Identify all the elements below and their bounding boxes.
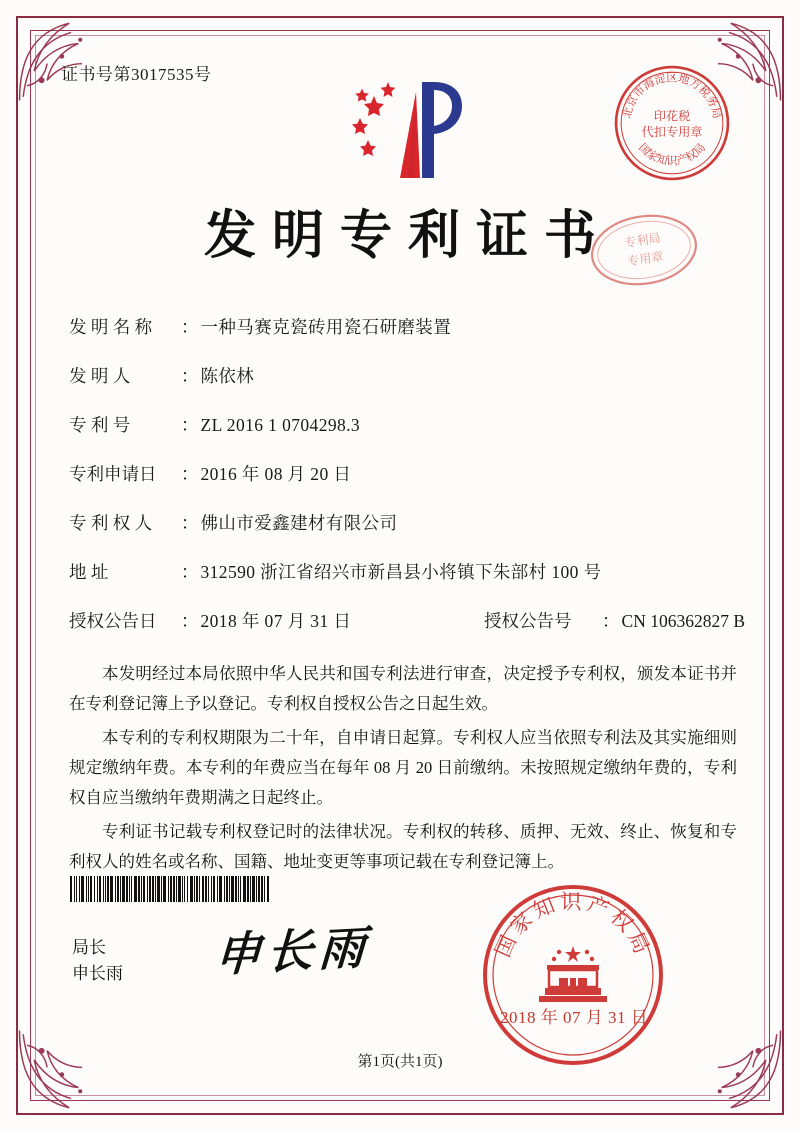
- field-row-inventor: [69, 363, 745, 388]
- field-value-grant-date: 2018 年 07 月 31 日: [200, 611, 352, 631]
- field-label-inventor: 发 明 人: [69, 366, 131, 386]
- field-colon: ：: [181, 366, 199, 386]
- field-colon: ：: [181, 317, 199, 337]
- corner-ornament-bottom-left: [14, 1025, 106, 1117]
- svg-text:印花税: 印花税: [653, 108, 691, 123]
- page-footer: 第1页(共1页): [357, 1054, 443, 1070]
- svg-text:专利局: 专利局: [623, 230, 662, 251]
- field-colon: ：: [602, 611, 620, 631]
- field-row-grant-announcement: [69, 608, 745, 633]
- field-value-patent-number: ZL 2016 1 0704298.3: [200, 415, 361, 435]
- field-row-address: [69, 559, 745, 584]
- svg-text:国家知识产权局: 国家知识产权局: [635, 140, 709, 168]
- field-row-invention-name: [69, 314, 745, 339]
- field-value-invention-name: 一种马赛克瓷砖用瓷石研磨装置: [200, 317, 452, 337]
- legal-paragraphs: [55, 659, 745, 877]
- seal-issue-date: 2018 年 07 月 31 日: [500, 1008, 649, 1027]
- certificate-content: [55, 60, 745, 881]
- field-label-patentee: 专 利 权 人: [69, 513, 153, 533]
- field-colon: ：: [181, 562, 199, 582]
- field-row-patentee: [69, 510, 745, 535]
- certificate-number: 证书号第3017535号: [61, 65, 212, 84]
- field-value-patentee: 佛山市爱鑫建材有限公司: [200, 513, 398, 533]
- svg-text:代扣专用章: 代扣专用章: [641, 125, 703, 140]
- field-row-application-date: [69, 461, 745, 486]
- signature-block: [72, 935, 123, 987]
- paragraph-3: 专利证书记载专利权登记时的法律状况。专利权的转移、质押、无效、终止、恢复和专利权人的姓名或名称、国籍、地址变更等事项记载在专利登记簿上。: [69, 822, 737, 871]
- field-label-address: 地 址: [69, 562, 109, 582]
- svg-text:北京市海淀区地方税务局: 北京市海淀区地方税务局: [620, 71, 724, 120]
- field-value-inventor: 陈依林: [200, 366, 255, 386]
- field-label-invention-name: 发 明 名 称: [69, 317, 153, 337]
- handwritten-signature: 申长雨: [213, 919, 373, 983]
- field-colon: ：: [181, 464, 199, 484]
- field-label-patent-number: 专 利 号: [69, 415, 131, 435]
- paragraph-1: 本发明经过本局依照中华人民共和国专利法进行审查，决定授予专利权，颁发本证书并在专利登记簿上予以登记。专利权自授权公告之日起生效。: [69, 664, 737, 713]
- national-ip-administration-seal: [478, 880, 668, 1070]
- corner-ornament-bottom-right: [694, 1025, 786, 1117]
- field-row-patent-number: [69, 412, 745, 437]
- field-colon: ：: [181, 513, 199, 533]
- field-value-application-date: 2016 年 08 月 20 日: [200, 464, 352, 484]
- signature-role-label: 局长: [72, 938, 106, 957]
- barcode: [70, 876, 270, 902]
- paragraph-2: 本专利的专利权期限为二十年，自申请日起算。专利权人应当依照专利法及其实施细则规定缴纳年费。本专利的年费应当在每年 08 月 20 日前缴纳。未按照规定缴纳年费的，专利权自应当缴纳年费期满之日起终止。: [69, 728, 737, 807]
- svg-text:国家知识产权局: 国家知识产权局: [490, 890, 656, 961]
- signature-name: 申长雨: [72, 964, 123, 983]
- field-value-address: 312590 浙江省绍兴市新昌县小将镇下朱部村 100 号: [200, 562, 602, 582]
- field-label-application-date: 专利申请日: [69, 464, 157, 484]
- page-title: 发明专利证书: [203, 205, 612, 266]
- field-colon: ：: [181, 611, 199, 631]
- svg-text:专用章: 专用章: [626, 249, 665, 269]
- fields-list: [55, 314, 745, 633]
- field-label-announcement-number: 授权公告号: [484, 611, 572, 631]
- field-label-grant-date: 授权公告日: [69, 611, 157, 631]
- field-value-announcement-number: CN 106362827 B: [621, 611, 745, 631]
- field-colon: ：: [181, 415, 199, 435]
